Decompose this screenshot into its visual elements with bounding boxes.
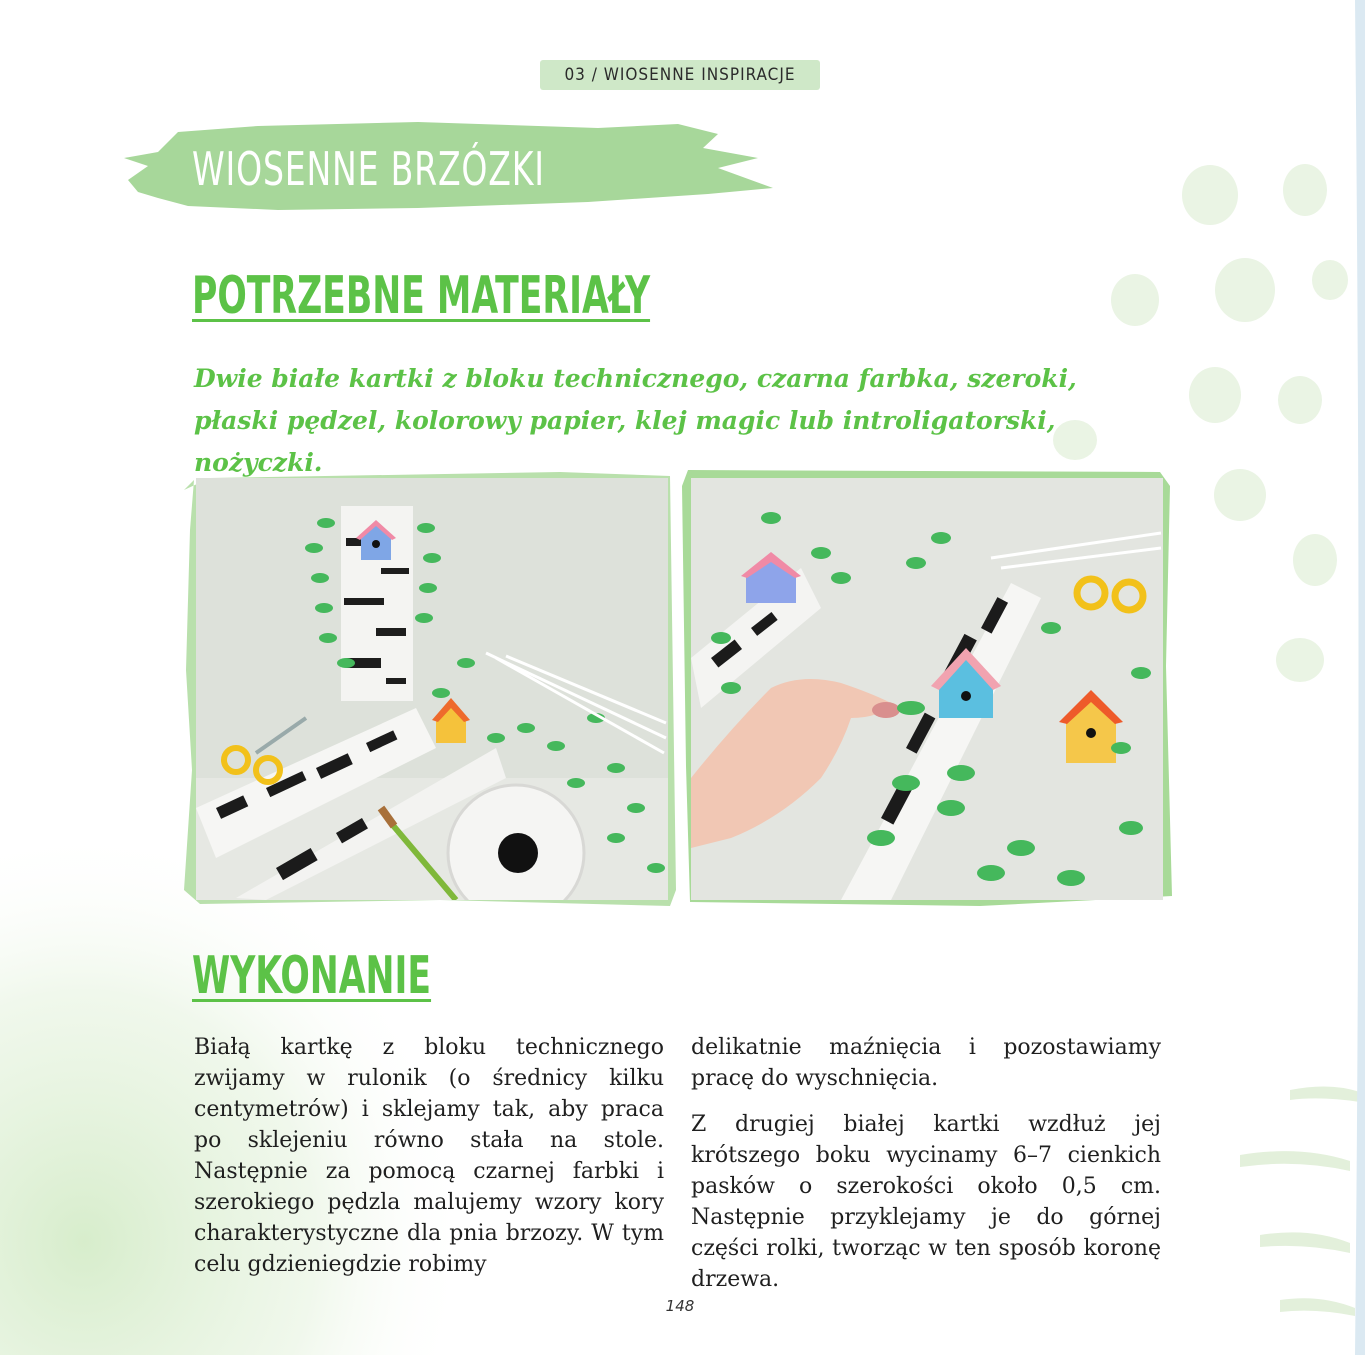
materials-heading: POTRZEBNE MATERIAŁY <box>192 266 651 326</box>
birch-tree-craft-materials-photo <box>196 478 668 900</box>
instructions-paragraph: Z drugiej białej kartki wzdłuż jej krótszego boku wycinamy 6–7 cienkich pasków o szerokości około 0,5 cm. Następnie przyklejamy je do górnej części rolki, tworząc w ten sposób koronę drzewa. <box>691 1112 1161 1292</box>
instructions-paragraph: Białą kartkę z bloku technicznego zwijamy w rulonik (o średnicy kilku centymetrów) i sklejamy tak, aby praca po sklejeniu równo stała na stole. Następnie za pomocą czarnej farbki i szerokiego pędzla malujemy wzory kory charakterystyczne dla pnia brzozy. W tym celu gdzieniegdzie robimy <box>194 1035 664 1277</box>
running-head: 03 / WIOSENNE INSPIRACJE <box>540 60 820 90</box>
instructions-column-2 <box>691 1032 1161 1310</box>
materials-list: Dwie białe kartki z bloku technicznego, czarna farbka, szeroki, płaski pędzel, kolorowy papier, klej magic lub introligatorski, nożyczki. <box>194 364 1077 477</box>
gluing-leaves-on-birch-roll-photo <box>691 478 1163 900</box>
page-number: 148 <box>665 1297 695 1315</box>
instructions-heading: WYKONANIE <box>192 946 432 1006</box>
instructions-column-1 <box>194 1032 664 1295</box>
instructions-paragraph: delikatnie maźnięcia i pozostawiamy pracę do wyschnięcia. <box>691 1035 1161 1091</box>
page-title: WIOSENNE BRZÓZKI <box>192 142 545 196</box>
